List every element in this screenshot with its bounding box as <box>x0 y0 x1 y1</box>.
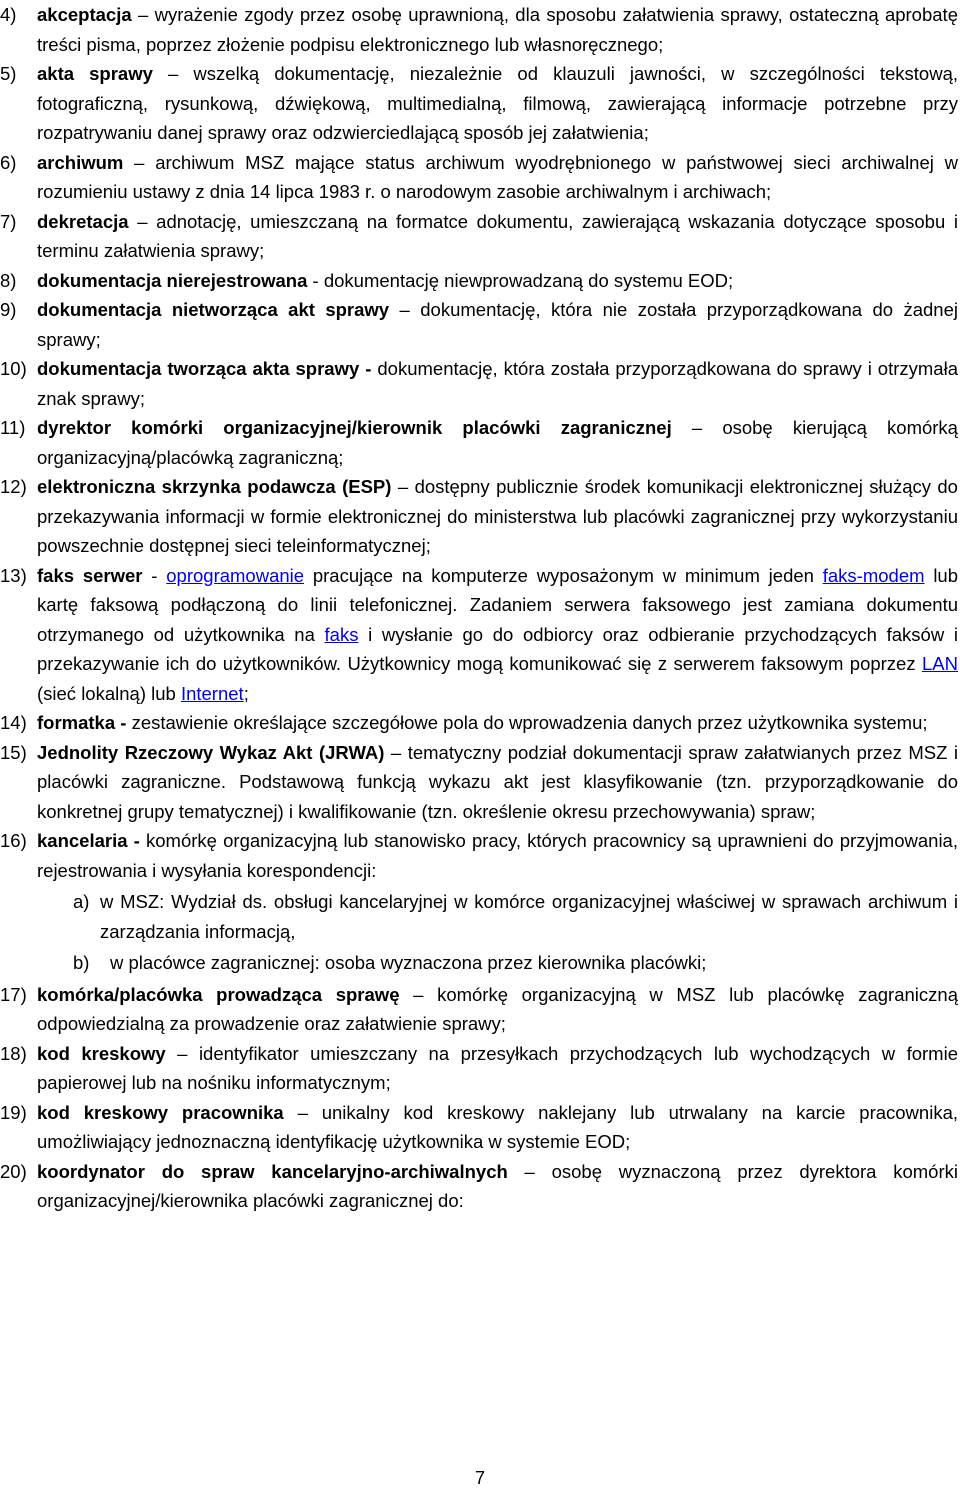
term: elektroniczna skrzynka podawcza (ESP) <box>37 476 392 497</box>
definition-text: zestawienie określające szczegółowe pola do wprowadzenia danych przez użytkownika systemu; <box>131 712 928 733</box>
term: kod kreskowy pracownika <box>37 1101 284 1123</box>
term: akta sprawy <box>37 63 153 84</box>
definition-text: identyfikator umieszczany na przesyłkach przychodzących lub wychodzących w formie papierowej lub na nośniku informatycznym; <box>37 1042 958 1093</box>
sub-item-number: a) <box>73 891 90 912</box>
separator: – <box>507 1160 552 1182</box>
definition-item-19 <box>0 1098 958 1157</box>
definition-text: dokumentację, która została przyporządkowana do sprawy i otrzymała znak sprawy; <box>37 358 958 409</box>
term: kod kreskowy <box>37 1042 166 1064</box>
definition-item-6 <box>0 148 958 207</box>
definition-text: dostępny publicznie środek komunikacji elektronicznej służący do przekazywania informacji w formie elektronicznej do ministerstwa lub placówki zagranicznej przy wykorzystaniu powszechnie dostępnej sieci teleinformatycznej; <box>37 476 958 556</box>
definition-item-12 <box>0 472 958 561</box>
term: archiwum <box>37 151 124 173</box>
definition-item-16 <box>0 826 958 885</box>
separator: – <box>123 151 156 173</box>
definition-text: osobę kierującą komórką organizacyjną/placówką zagraniczną; <box>37 417 958 468</box>
item-number: 12) <box>0 476 27 497</box>
term: dekretacja <box>37 210 129 232</box>
definition-item-13 <box>0 561 958 709</box>
link-faks[interactable]: faks <box>324 623 359 645</box>
separator: – <box>391 476 415 497</box>
definition-item-14 <box>0 708 958 738</box>
link-oprogramowanie[interactable]: oprogramowanie <box>166 564 305 586</box>
item-number: 14) <box>0 712 27 733</box>
definition-text: osobę wyznaczoną przez dyrektora komórki organizacyjnej/kierownika placówki zagranicznej do: <box>37 1160 958 1211</box>
item-number: 20) <box>0 1160 27 1182</box>
link-faks-modem[interactable]: faks-modem <box>822 564 925 586</box>
term: dokumentacja nietworząca akt sprawy <box>37 299 390 320</box>
item-number: 6) <box>0 151 17 173</box>
definition-text: wyrażenie zgody przez osobę uprawnioną, dla sposobu załatwienia sprawy, ostateczną aprobatę treści pisma, poprzez złożenie podpisu elektronicznego lub własnoręcznego; <box>37 4 958 55</box>
term: komórka/placówka prowadząca sprawę <box>37 983 400 1005</box>
definition-item-5 <box>0 59 958 148</box>
item-number: 16) <box>0 830 27 851</box>
separator: – <box>152 63 194 84</box>
item-number: 19) <box>0 1101 27 1123</box>
definition-text: archiwum MSZ mające status archiwum wyodrębnionego w państwowej sieci archiwalnej w rozumieniu ustawy z dnia 14 lipca 1983 r. o narodowym zasobie archiwalnym i archiwach; <box>37 151 958 202</box>
separator: – <box>384 741 408 763</box>
separator: - <box>307 269 324 291</box>
item-number: 13) <box>0 564 27 586</box>
definition-text: dokumentację, która nie została przyporządkowana do żadnej sprawy; <box>37 299 958 350</box>
definition-text-part: ; <box>243 682 249 704</box>
definition-text: adnotację, umieszczaną na formatce dokumentu, zawierającą wskazania dotyczące sposobu i terminu załatwienia sprawy; <box>37 210 958 261</box>
item-number: 4) <box>0 4 17 25</box>
separator: – <box>165 1042 199 1064</box>
sub-item-a <box>0 887 958 946</box>
definition-item-9 <box>0 295 958 354</box>
definition-item-20 <box>0 1157 958 1216</box>
sub-item-text: w placówce zagranicznej: osoba wyznaczona przez kierownika placówki; <box>110 952 707 973</box>
term: dokumentacja nierejestrowana <box>37 269 308 291</box>
definition-item-10 <box>0 354 958 413</box>
definition-text-part: (sieć lokalną) lub <box>37 682 181 704</box>
separator: – <box>283 1101 322 1123</box>
separator: – <box>671 417 723 438</box>
sub-item-number: b) <box>73 952 90 973</box>
item-number: 11) <box>0 417 26 438</box>
separator: – <box>399 983 438 1005</box>
definition-text: dokumentację niewprowadzaną do systemu EOD; <box>323 269 734 291</box>
page-number: 7 <box>474 1468 485 1488</box>
definition-text: tematyczny podział dokumentacji spraw załatwianych przez MSZ i placówki zagraniczne. Podstawową funkcją wykazu akt jest klasyfikowanie (tzn. przyporządkowanie do konkretnej grupy tematycznej) i kwalifikowanie (tzn. określenie okresu przechowywania) spraw; <box>37 741 958 822</box>
definition-item-4 <box>0 0 958 59</box>
term: kancelaria - <box>37 830 140 851</box>
definition-item-8 <box>0 266 958 296</box>
term: Jednolity Rzeczowy Wykaz Akt (JRWA) <box>37 741 385 763</box>
definition-text: komórkę organizacyjną lub stanowisko pracy, których pracownicy są uprawnieni do przyjmowania, rejestrowania i wysyłania korespondencji: <box>37 830 958 881</box>
item-number: 15) <box>0 741 27 763</box>
definition-item-11 <box>0 413 958 472</box>
item-number: 7) <box>0 210 17 232</box>
term: dokumentacja tworząca akta sprawy - <box>37 358 372 379</box>
term: faks serwer <box>37 564 143 586</box>
definition-item-15 <box>0 738 958 827</box>
link-lan[interactable]: LAN <box>922 653 958 674</box>
definition-text: komórkę organizacyjną w MSZ lub placówkę zagraniczną odpowiedzialną za prowadzenie oraz załatwienie sprawy; <box>37 983 958 1034</box>
definition-item-7 <box>0 207 958 266</box>
separator: - <box>142 564 167 586</box>
item-number: 9) <box>0 299 17 320</box>
item-number: 18) <box>0 1042 27 1064</box>
definition-text-part: lub kartę faksową podłączoną do linii telefonicznej. Zadaniem serwera faksowego jest zamiana dokumentu otrzymanego od użytkownika na <box>37 564 959 645</box>
separator: – <box>389 299 421 320</box>
item-number: 5) <box>0 63 17 84</box>
sub-item-b <box>0 948 958 978</box>
definition-text-part: pracujące na komputerze wyposażonym w minimum jeden <box>304 564 823 586</box>
definition-text: unikalny kod kreskowy naklejany lub utrwalany na karcie pracownika, umożliwiający jednoznaczną identyfikację użytkownika w systemie EOD; <box>37 1101 958 1152</box>
definition-text-part: i wysłanie go do odbiorcy oraz odbieranie przychodzących faksów i przekazywanie ich do użytkowników. Użytkownicy mogą komunikować się z serwerem faksowym poprzez <box>37 623 958 674</box>
definition-item-17 <box>0 980 958 1039</box>
definition-text: wszelką dokumentację, niezależnie od klauzuli jawności, w szczególności tekstową, fotograficzną, rysunkową, dźwiękową, multimedialną, filmową, zawierającą informacje potrzebne przy rozpatrywaniu danej sprawy oraz odzwierciedlającą sposób jej załatwienia; <box>37 63 958 143</box>
term: dyrektor komórki organizacyjnej/kierownik placówki zagranicznej <box>37 417 672 438</box>
separator: – <box>128 210 157 232</box>
term: akceptacja <box>37 4 132 25</box>
term: formatka - <box>37 712 127 733</box>
term: koordynator do spraw kancelaryjno-archiwalnych <box>37 1160 508 1182</box>
sub-item-text: w MSZ: Wydział ds. obsługi kancelaryjnej w komórce organizacyjnej właściwej w sprawach archiwum i zarządzania informacją, <box>100 891 958 942</box>
separator: – <box>131 4 155 25</box>
definition-item-18 <box>0 1039 958 1098</box>
item-number: 17) <box>0 983 27 1005</box>
item-number: 10) <box>0 358 27 379</box>
link-internet[interactable]: Internet <box>180 682 244 704</box>
item-number: 8) <box>0 269 17 291</box>
